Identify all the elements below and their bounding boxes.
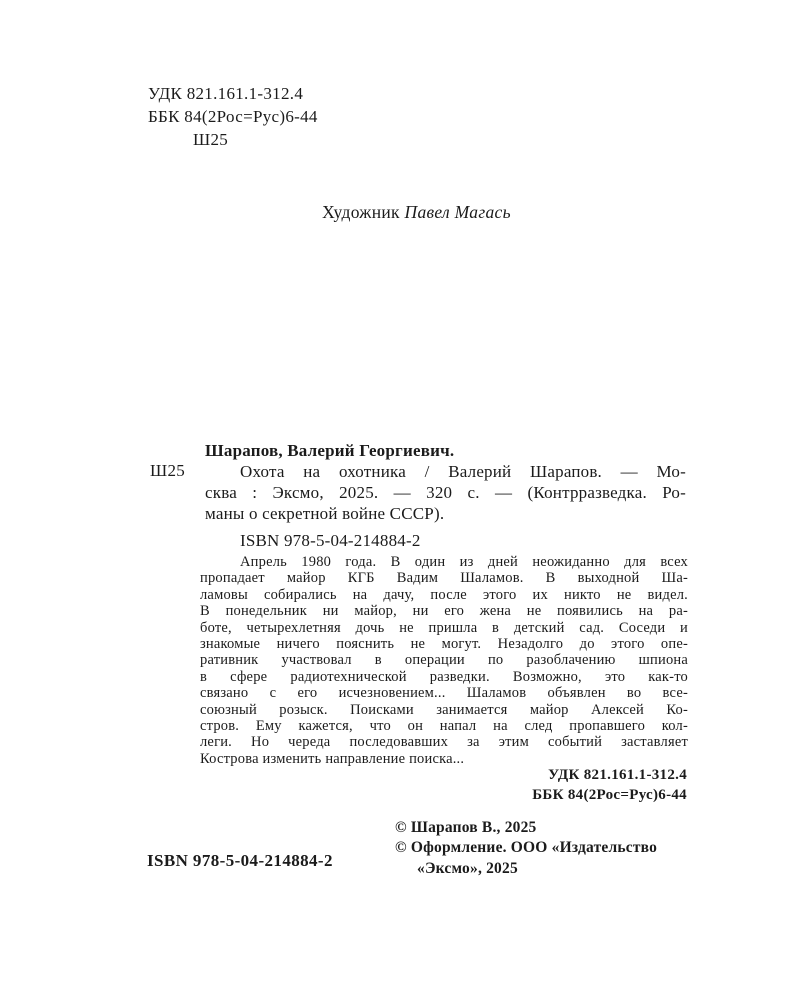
copyright-publisher-cont: «Эксмо», 2025	[417, 859, 518, 877]
copyright-author: © Шарапов В., 2025	[395, 819, 537, 836]
catalog-card	[205, 440, 686, 551]
udc-code-bottom: УДК 821.161.1-312.4	[548, 767, 687, 783]
card-isbn: ISBN 978-5-04-214884-2	[240, 531, 421, 550]
author-sign: Ш25	[193, 130, 229, 149]
isbn-bottom: ISBN 978-5-04-214884-2	[147, 851, 333, 870]
copyright-publisher: © Оформление. ООО «Издательство	[395, 839, 658, 857]
card-author: Шарапов, Валерий Георгиевич.	[205, 441, 455, 460]
card-description: Охота на охотника / Валерий Шарапов. — Мо- сква : Эксмо, 2025. — 320 с. — (Контрразведка. Ро- маны о секретной войне СССР).	[205, 462, 686, 523]
top-codes-block	[148, 82, 318, 151]
udc-code: УДК 821.161.1-312.4	[148, 84, 304, 103]
codes-right-block	[532, 766, 687, 805]
bbk-code-bottom: ББК 84(2Рос=Рус)6-44	[532, 786, 687, 803]
annotation-paragraph: Апрель 1980 года. В один из дней неожиданно для всех пропадает майор КГБ Вадим Шаламов. В выходной Ша- ламовы собирались на дачу, после этого их никто не видел. В понедельник ни майор, ни его жена не появились на ра- боте, четырехлетняя дочь не пришла в детский сад. Соседи и знакомые ничего пояснить не могут. Незадолго до этого опе- ративник участвовал в операции по разоблачению шпиона в сфере радиотехнической разведки. Возможно, это как-то связано с его исчезновением... Шаламов объявлен во все- союзный розыск. Поисками занимается майор Алексей Ко- стров. Ему кажется, что он напал на след пропавшего кол- леги. Но череда последовавших за этим событий заставляет Кострова изменить направление поиска...	[200, 554, 688, 767]
artist-label: Художник	[322, 202, 400, 222]
copyright-block	[395, 818, 657, 879]
artist-name: Павел Магась	[404, 202, 511, 222]
bbk-code: ББК 84(2Рос=Рус)6-44	[148, 107, 318, 126]
catalog-card-sign: Ш25	[150, 461, 186, 480]
artist-credit	[148, 202, 685, 223]
